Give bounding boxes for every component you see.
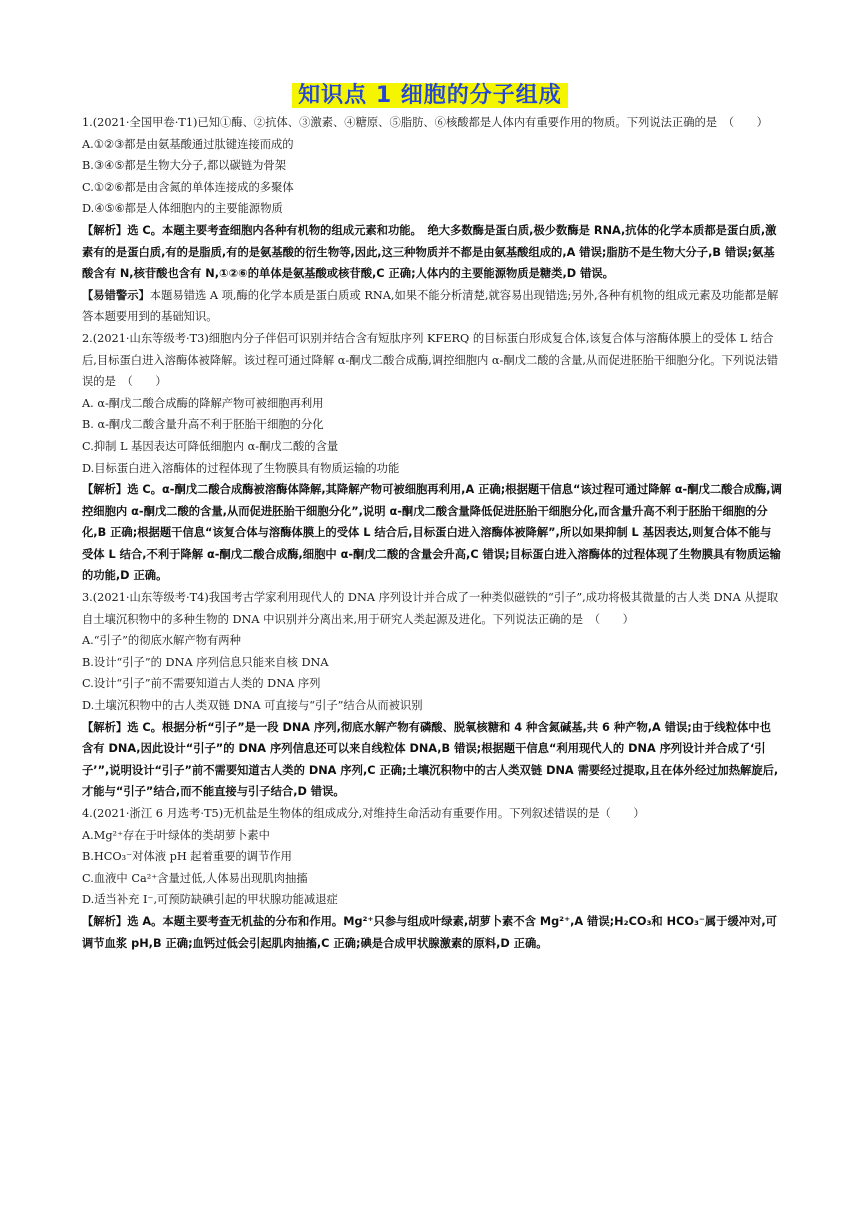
analysis-tag: 【解析】	[82, 914, 128, 928]
analysis-tag: 【解析】	[82, 483, 128, 497]
question-2-option-d: D.目标蛋白进入溶酶体的过程体现了生物膜具有物质运输的功能	[82, 461, 400, 475]
question-3-option-b: B.设计“引子”的 DNA 序列信息只能来自核 DNA	[82, 655, 329, 669]
question-3-option-c: C.设计“引子”前不需要知道古人类的 DNA 序列	[82, 677, 321, 691]
analysis-text: 选 C。α-酮戊二酸合成酶被溶酶体降解,其降解产物可被细胞再利用,A 正确;根据题干信息“该过程可通过降解 α-酮戊二酸合成酶,调控细胞内 α-酮戊二酸的含量,从而促进胚胎干细胞分化”,说明 α-酮戊二酸含量降低促进胚胎干细胞分化,而含量升高不利于胚胎干细胞的分化,B 正确;根据题干信息“该复合体与溶酶体膜上的受体 L 结合后,目标蛋白进入溶酶体被降解”,所以如果抑制 L 基因表达,则复合体不能与受体 L 结合,不利于降解 α-酮戊二酸合成酶,细胞中 α-酮戊二酸的含量会升高,C 错误;目标蛋白进入溶酶体的过程体现了生物膜具有物质运输的功能,D 正确。	[82, 483, 782, 583]
question-2-stem: 2.(2021·山东等级考·T3)细胞内分子伴侣可识别并结合含有短肽序列 KFERQ 的目标蛋白形成复合体,该复合体与溶酶体膜上的受体 L 结合后,目标蛋白进入溶酶体被降解。该过程可通过降解 α-酮戊二酸合成酶,调控细胞内 α-酮戊二酸的含量,从而促进胚胎干细胞分化。下列说法错误的是 （ ）	[82, 331, 779, 389]
question-4-option-d: D.适当补充 I⁻,可预防缺碘引起的甲状腺功能减退症	[82, 893, 338, 907]
content-area	[82, 112, 782, 954]
title-highlight: 知识点 1 细胞的分子组成	[292, 83, 568, 108]
analysis-tag: 【解析】	[82, 223, 128, 237]
question-3-option-d: D.土壤沉积物中的古人类双链 DNA 可直接与“引子”结合从而被识别	[82, 699, 423, 713]
question-1-option-b: B.③④⑤都是生物大分子,都以碳链为骨架	[82, 159, 287, 173]
question-2-option-a: A. α-酮戊二酸合成酶的降解产物可被细胞再利用	[82, 396, 324, 410]
question-4-option-c: C.血液中 Ca²⁺含量过低,人体易出现肌肉抽搐	[82, 871, 308, 885]
question-3-stem: 3.(2021·山东等级考·T4)我国考古学家利用现代人的 DNA 序列设计并合成了一种类似磁铁的“引子”,成功将极其微量的古人类 DNA 从提取自土壤沉积物中的多种生物的 DNA 中识别并分离出来,用于研究人类起源及进化。下列说法正确的是 （ ）	[82, 591, 779, 626]
question-1-analysis	[82, 220, 782, 285]
analysis-text: 选 C。根据分析“引子”是一段 DNA 序列,彻底水解产物有磷酸、脱氧核糖和 4 种含氮碱基,共 6 种产物,A 错误;由于线粒体中也含有 DNA,因此设计“引子”的 DNA 序列信息还可以来自线粒体 DNA,B 错误;根据题干信息“利用现代人的 DNA 序列设计并合成了‘引子’”,说明设计“引子”前不需要知道古人类的 DNA 序列,C 正确;土壤沉积物中的古人类双链 DNA 需要经过提取,且在体外经过加热解旋后,才能与“引子”结合,而不能直接与引子结合,D 错误。	[82, 720, 779, 799]
question-4-analysis	[82, 911, 782, 954]
question-4-option-a: A.Mg²⁺存在于叶绿体的类胡萝卜素中	[82, 828, 270, 842]
question-1-stem: 1.(2021·全国甲卷·T1)已知①酶、②抗体、③激素、④糖原、⑤脂肪、⑥核酸都是人体内有重要作用的物质。下列说法正确的是 （ ）	[82, 116, 768, 129]
question-1-option-a: A.①②③都是由氨基酸通过肽键连接而成的	[82, 137, 294, 151]
question-1-option-c: C.①②⑥都是由含氮的单体连接成的多聚体	[82, 180, 294, 194]
question-4-stem: 4.(2021·浙江 6 月选考·T5)无机盐是生物体的组成成分,对维持生命活动有重要作用。下列叙述错误的是（ ）	[82, 807, 645, 820]
analysis-text: 选 C。本题主要考查细胞内各种有机物的组成元素和功能。 绝大多数酶是蛋白质,极少数酶是 RNA,抗体的化学本质都是蛋白质,激素有的是蛋白质,有的是脂质,有的是氨基酸的衍生物等,因此,这三种物质并不都是由氨基酸组成的,A 错误;脂肪不是生物大分子,B 错误;氨基酸含有 N,核苷酸也含有 N,①②⑥的单体是氨基酸或核苷酸,C 正确;人体内的主要能源物质是糖类,D 错误。	[82, 223, 777, 281]
warning-tag: 【易错警示】	[82, 288, 150, 302]
question-1-option-d: D.④⑤⑥都是人体细胞内的主要能源物质	[82, 202, 283, 216]
analysis-text: 选 A。本题主要考查无机盐的分布和作用。Mg²⁺只参与组成叶绿素,胡萝卜素不含 Mg²⁺,A 错误;H₂CO₃和 HCO₃⁻属于缓冲对,可调节血浆 pH,B 正确;血钙过低会引起肌肉抽搐,C 正确;碘是合成甲状腺激素的原料,D 正确。	[82, 914, 777, 950]
question-2-analysis	[82, 479, 782, 587]
question-2-option-c: C.抑制 L 基因表达可降低细胞内 α-酮戊二酸的含量	[82, 439, 339, 453]
question-3-analysis	[82, 717, 782, 803]
analysis-tag: 【解析】	[82, 720, 128, 734]
question-2-option-b: B. α-酮戊二酸含量升高不利于胚胎干细胞的分化	[82, 418, 324, 432]
question-4-option-b: B.HCO₃⁻对体液 pH 起着重要的调节作用	[82, 850, 292, 864]
question-1-warning	[82, 285, 782, 328]
question-3-option-a: A.“引子”的彻底水解产物有两种	[82, 634, 241, 648]
page-title	[0, 78, 860, 109]
warning-text: 本题易错选 A 项,酶的化学本质是蛋白质或 RNA,如果不能分析清楚,就容易出现错选;另外,各种有机物的组成元素及功能都是解答本题要用到的基础知识。	[82, 288, 779, 324]
